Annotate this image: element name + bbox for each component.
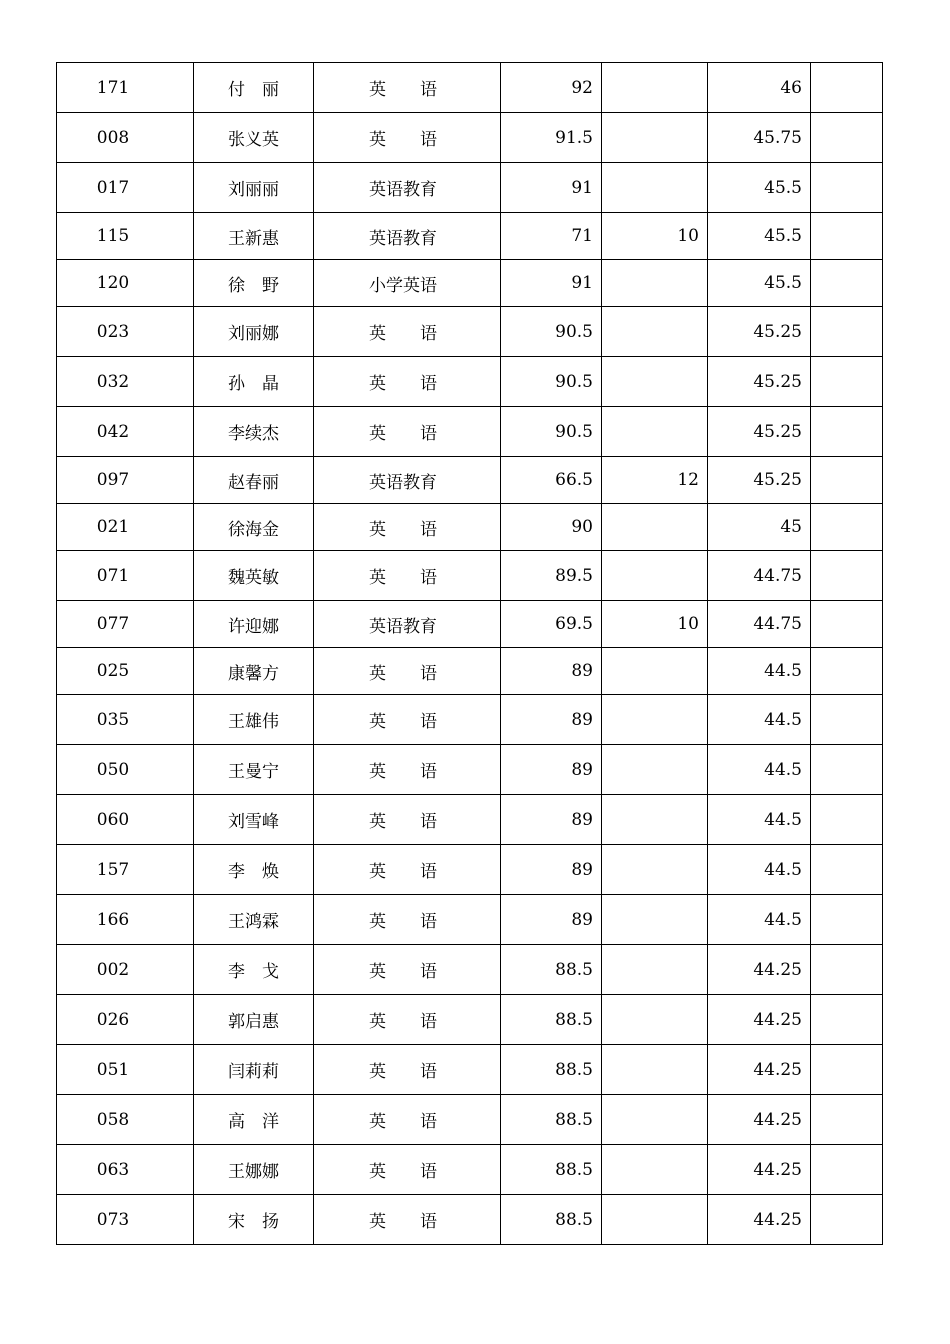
remark-cell [811, 795, 883, 845]
candidate-major: 英语教育 [314, 601, 501, 648]
candidate-name: 魏英敏 [194, 551, 314, 601]
candidate-name: 闫莉莉 [194, 1045, 314, 1095]
total-score: 44.5 [708, 648, 811, 695]
candidate-id: 023 [57, 307, 194, 357]
candidate-name: 高 洋 [194, 1095, 314, 1145]
table-row [57, 1045, 883, 1095]
exam-score: 90.5 [501, 357, 602, 407]
exam-score: 88.5 [501, 995, 602, 1045]
total-score: 44.5 [708, 745, 811, 795]
candidate-major: 英语教育 [314, 213, 501, 260]
exam-score: 90 [501, 504, 602, 551]
bonus-points [602, 895, 708, 945]
candidate-id: 051 [57, 1045, 194, 1095]
remark-cell [811, 1045, 883, 1095]
table-row [57, 1095, 883, 1145]
candidate-major: 英 语 [314, 945, 501, 995]
total-score: 45.25 [708, 357, 811, 407]
candidate-major: 英 语 [314, 63, 501, 113]
candidate-id: 071 [57, 551, 194, 601]
remark-cell [811, 551, 883, 601]
candidate-name: 孙 晶 [194, 357, 314, 407]
bonus-points [602, 945, 708, 995]
candidate-major: 英 语 [314, 407, 501, 457]
table-row [57, 504, 883, 551]
exam-score: 89 [501, 648, 602, 695]
candidate-name: 李续杰 [194, 407, 314, 457]
candidate-id: 032 [57, 357, 194, 407]
candidate-name: 李 戈 [194, 945, 314, 995]
table-row [57, 213, 883, 260]
exam-score: 89.5 [501, 551, 602, 601]
exam-score: 89 [501, 845, 602, 895]
remark-cell [811, 745, 883, 795]
candidate-name: 王雄伟 [194, 695, 314, 745]
candidate-major: 英 语 [314, 1045, 501, 1095]
bonus-points: 10 [602, 213, 708, 260]
candidate-major: 英 语 [314, 745, 501, 795]
bonus-points [602, 407, 708, 457]
table-row [57, 113, 883, 163]
table-row [57, 163, 883, 213]
bonus-points [602, 551, 708, 601]
candidate-major: 英语教育 [314, 163, 501, 213]
candidate-id: 097 [57, 457, 194, 504]
bonus-points [602, 695, 708, 745]
candidate-name: 许迎娜 [194, 601, 314, 648]
table-row [57, 695, 883, 745]
table-row [57, 845, 883, 895]
exam-score: 69.5 [501, 601, 602, 648]
bonus-points [602, 163, 708, 213]
remark-cell [811, 648, 883, 695]
candidate-major: 英 语 [314, 551, 501, 601]
candidate-id: 077 [57, 601, 194, 648]
candidate-major: 英 语 [314, 895, 501, 945]
exam-score: 90.5 [501, 307, 602, 357]
candidate-id: 120 [57, 260, 194, 307]
total-score: 45.75 [708, 113, 811, 163]
candidate-major: 英 语 [314, 307, 501, 357]
exam-score: 88.5 [501, 945, 602, 995]
exam-score: 71 [501, 213, 602, 260]
bonus-points [602, 1095, 708, 1145]
bonus-points [602, 307, 708, 357]
candidate-id: 002 [57, 945, 194, 995]
remark-cell [811, 504, 883, 551]
table-row [57, 1195, 883, 1245]
candidate-name: 刘丽丽 [194, 163, 314, 213]
bonus-points [602, 1145, 708, 1195]
candidate-major: 英 语 [314, 1195, 501, 1245]
remark-cell [811, 845, 883, 895]
candidate-name: 李 焕 [194, 845, 314, 895]
remark-cell [811, 457, 883, 504]
table-row [57, 407, 883, 457]
total-score: 44.25 [708, 995, 811, 1045]
remark-cell [811, 307, 883, 357]
table-row [57, 795, 883, 845]
remark-cell [811, 357, 883, 407]
table-row [57, 945, 883, 995]
bonus-points [602, 260, 708, 307]
candidate-id: 021 [57, 504, 194, 551]
table-row [57, 357, 883, 407]
bonus-points [602, 357, 708, 407]
remark-cell [811, 945, 883, 995]
total-score: 44.5 [708, 795, 811, 845]
candidate-major: 英 语 [314, 695, 501, 745]
candidate-id: 008 [57, 113, 194, 163]
remark-cell [811, 895, 883, 945]
candidate-id: 171 [57, 63, 194, 113]
exam-score: 91 [501, 163, 602, 213]
total-score: 46 [708, 63, 811, 113]
table-row [57, 307, 883, 357]
total-score: 44.25 [708, 1045, 811, 1095]
candidate-id: 042 [57, 407, 194, 457]
candidate-name: 郭启惠 [194, 995, 314, 1045]
exam-score: 91 [501, 260, 602, 307]
candidate-id: 063 [57, 1145, 194, 1195]
bonus-points [602, 648, 708, 695]
candidate-name: 康馨方 [194, 648, 314, 695]
bonus-points [602, 63, 708, 113]
table-row [57, 895, 883, 945]
total-score: 45.5 [708, 163, 811, 213]
total-score: 45.25 [708, 457, 811, 504]
candidate-name: 徐海金 [194, 504, 314, 551]
candidate-id: 017 [57, 163, 194, 213]
candidate-id: 166 [57, 895, 194, 945]
bonus-points [602, 1045, 708, 1095]
candidate-major: 英 语 [314, 1095, 501, 1145]
table-row [57, 63, 883, 113]
candidate-name: 刘雪峰 [194, 795, 314, 845]
total-score: 44.25 [708, 1195, 811, 1245]
candidate-major: 英 语 [314, 504, 501, 551]
score-table [56, 62, 883, 1245]
remark-cell [811, 407, 883, 457]
table-row [57, 260, 883, 307]
remark-cell [811, 1095, 883, 1145]
bonus-points: 10 [602, 601, 708, 648]
exam-score: 88.5 [501, 1195, 602, 1245]
candidate-id: 035 [57, 695, 194, 745]
candidate-name: 王鸿霖 [194, 895, 314, 945]
candidate-major: 英 语 [314, 995, 501, 1045]
exam-score: 92 [501, 63, 602, 113]
bonus-points [602, 504, 708, 551]
candidate-id: 073 [57, 1195, 194, 1245]
candidate-id: 058 [57, 1095, 194, 1145]
candidate-major: 英 语 [314, 113, 501, 163]
bonus-points: 12 [602, 457, 708, 504]
candidate-name: 张义英 [194, 113, 314, 163]
bonus-points [602, 845, 708, 895]
remark-cell [811, 113, 883, 163]
exam-score: 89 [501, 745, 602, 795]
remark-cell [811, 1195, 883, 1245]
bonus-points [602, 995, 708, 1045]
candidate-name: 徐 野 [194, 260, 314, 307]
table-row [57, 745, 883, 795]
score-table-body [57, 63, 883, 1245]
exam-score: 90.5 [501, 407, 602, 457]
candidate-major: 英 语 [314, 648, 501, 695]
total-score: 45.5 [708, 213, 811, 260]
candidate-name: 王新惠 [194, 213, 314, 260]
candidate-name: 宋 扬 [194, 1195, 314, 1245]
candidate-major: 英语教育 [314, 457, 501, 504]
bonus-points [602, 745, 708, 795]
remark-cell [811, 63, 883, 113]
candidate-id: 115 [57, 213, 194, 260]
total-score: 44.75 [708, 551, 811, 601]
table-row [57, 1145, 883, 1195]
candidate-name: 赵春丽 [194, 457, 314, 504]
exam-score: 89 [501, 695, 602, 745]
total-score: 45.25 [708, 307, 811, 357]
candidate-id: 026 [57, 995, 194, 1045]
remark-cell [811, 213, 883, 260]
total-score: 44.25 [708, 1145, 811, 1195]
table-row [57, 995, 883, 1045]
total-score: 44.5 [708, 845, 811, 895]
exam-score: 89 [501, 795, 602, 845]
exam-score: 91.5 [501, 113, 602, 163]
table-row [57, 601, 883, 648]
candidate-id: 060 [57, 795, 194, 845]
total-score: 45.25 [708, 407, 811, 457]
remark-cell [811, 695, 883, 745]
remark-cell [811, 601, 883, 648]
bonus-points [602, 1195, 708, 1245]
remark-cell [811, 260, 883, 307]
candidate-major: 英 语 [314, 845, 501, 895]
candidate-name: 王曼宁 [194, 745, 314, 795]
remark-cell [811, 163, 883, 213]
table-row [57, 648, 883, 695]
candidate-id: 157 [57, 845, 194, 895]
total-score: 44.75 [708, 601, 811, 648]
exam-score: 66.5 [501, 457, 602, 504]
total-score: 44.5 [708, 895, 811, 945]
total-score: 44.25 [708, 945, 811, 995]
candidate-major: 小学英语 [314, 260, 501, 307]
candidate-major: 英 语 [314, 357, 501, 407]
candidate-name: 付 丽 [194, 63, 314, 113]
bonus-points [602, 795, 708, 845]
exam-score: 88.5 [501, 1145, 602, 1195]
candidate-name: 王娜娜 [194, 1145, 314, 1195]
bonus-points [602, 113, 708, 163]
exam-score: 88.5 [501, 1095, 602, 1145]
exam-score: 88.5 [501, 1045, 602, 1095]
candidate-name: 刘丽娜 [194, 307, 314, 357]
candidate-id: 025 [57, 648, 194, 695]
total-score: 44.5 [708, 695, 811, 745]
remark-cell [811, 1145, 883, 1195]
table-row [57, 551, 883, 601]
total-score: 45 [708, 504, 811, 551]
table-row [57, 457, 883, 504]
total-score: 44.25 [708, 1095, 811, 1145]
total-score: 45.5 [708, 260, 811, 307]
candidate-id: 050 [57, 745, 194, 795]
candidate-major: 英 语 [314, 795, 501, 845]
candidate-major: 英 语 [314, 1145, 501, 1195]
exam-score: 89 [501, 895, 602, 945]
remark-cell [811, 995, 883, 1045]
